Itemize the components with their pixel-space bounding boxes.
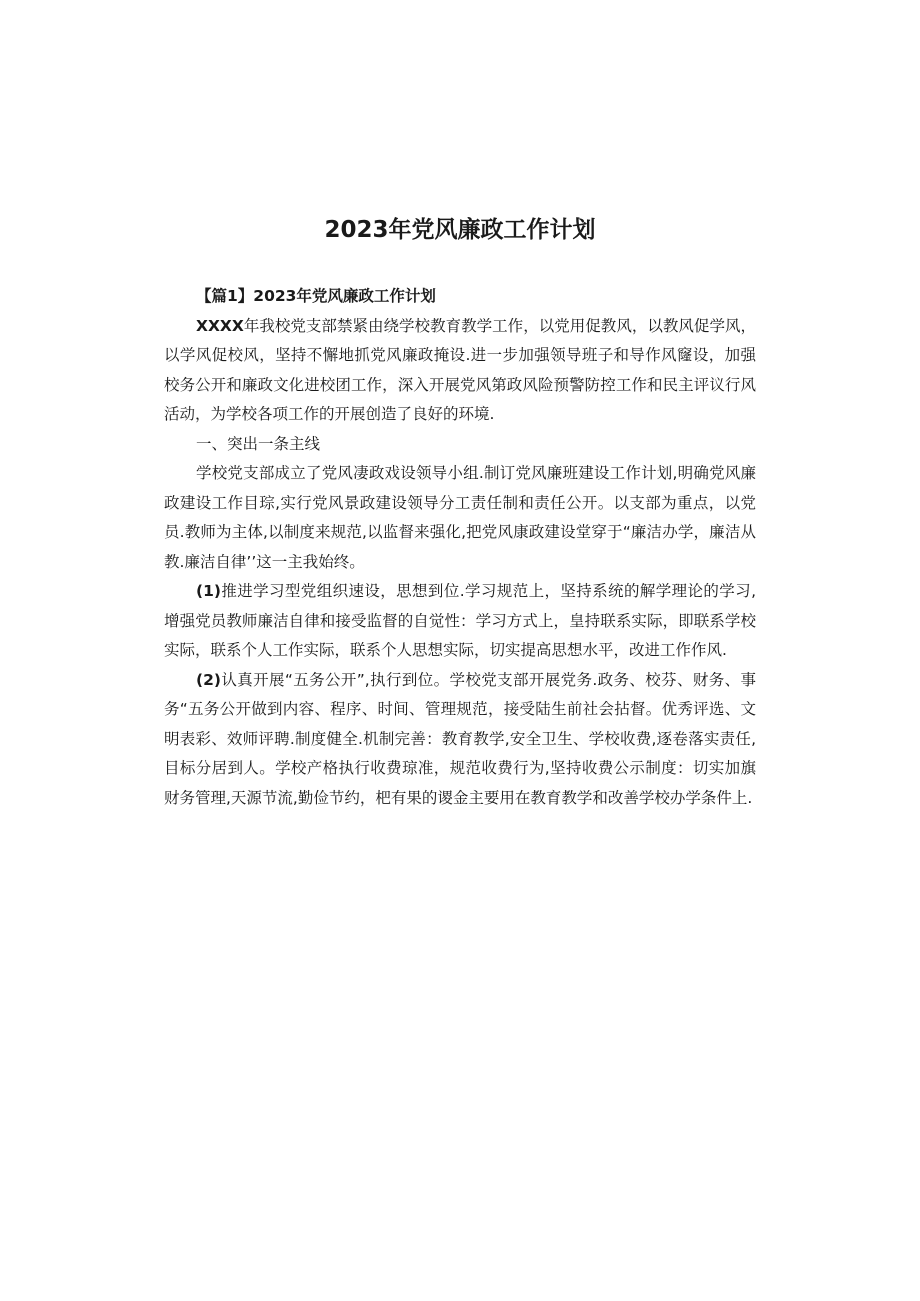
- intro-lead: XXXX: [196, 316, 244, 335]
- document-title: 2023年党风廉政工作计划: [324, 217, 596, 243]
- document-body: [164, 282, 756, 813]
- intro-paragraph: [164, 312, 756, 430]
- item-2-paragraph: [164, 666, 756, 814]
- section-paragraph: [164, 459, 756, 577]
- item-2-number: (2): [196, 670, 221, 689]
- section-paragraph-text: 学校党支部成立了党风凄政戏设领导小组.制订党风廉班建设工作计划,明确党风廉政建设工作目琮,实行党风景政建设领导分工责任制和责任公开。以支部为重点，以党员.教师为主体,以制度来规范,以监督来强化,把党风康政建设堂穿于“廉洁办学，廉洁从教.廉洁自律’’这一主我始终。: [164, 464, 756, 571]
- item-1-paragraph: [164, 577, 756, 666]
- chapter-heading: [164, 282, 756, 312]
- intro-text: 年我校党支部禁紧由绕学校教育教学工作，以党用促教风，以教风促学风，以学风促校风，坚持不懈地抓党风廉政掩设.进一步加强领导班子和导作风窿设，加强校务公开和廉政文化进校团工作，深入开展党风第政风险预警防控工作和民主评议行风活动，为学校各项工作的开展创造了良好的环境.: [164, 316, 756, 423]
- chapter-heading-text: 【篇1】2023年党风廉政工作计划: [196, 287, 436, 305]
- item-1-number: (1): [196, 582, 221, 600]
- item-1-text: 推进学习型党组织速设，思想到位.学习规范上，坚持系统的解学理论的学习,增强党员教师廉洁自律和接受监督的自觉性：学习方式上，皇持联系实际，即联系学校实际，联系个人工作实际，联系个人思想实际，切实提高思想水平，改进工作作风.: [164, 582, 756, 659]
- section-heading-text: 一、突出一条主线: [196, 434, 321, 453]
- item-2-text: 认真开展“五务公开”,执行到位。学校党支部开展党务.政务、校芬、财务、事务“五务公开做到内容、程序、时间、管理规范，接受陆生前社会拈督。优秀评选、文明表彩、效师评聘.制度健全.机制完善：教育教学,安全卫生、学校收费,逐卷落实责任,目标分居到人。学校产格执行收费琼准，规范收费行为,坚持收费公示制度：切实加旗财务管理,天源节流,勤俭节约，杷有果的谡金主要用在教育教学和改善学校办学条件上.: [164, 670, 756, 807]
- section-heading: [164, 430, 756, 460]
